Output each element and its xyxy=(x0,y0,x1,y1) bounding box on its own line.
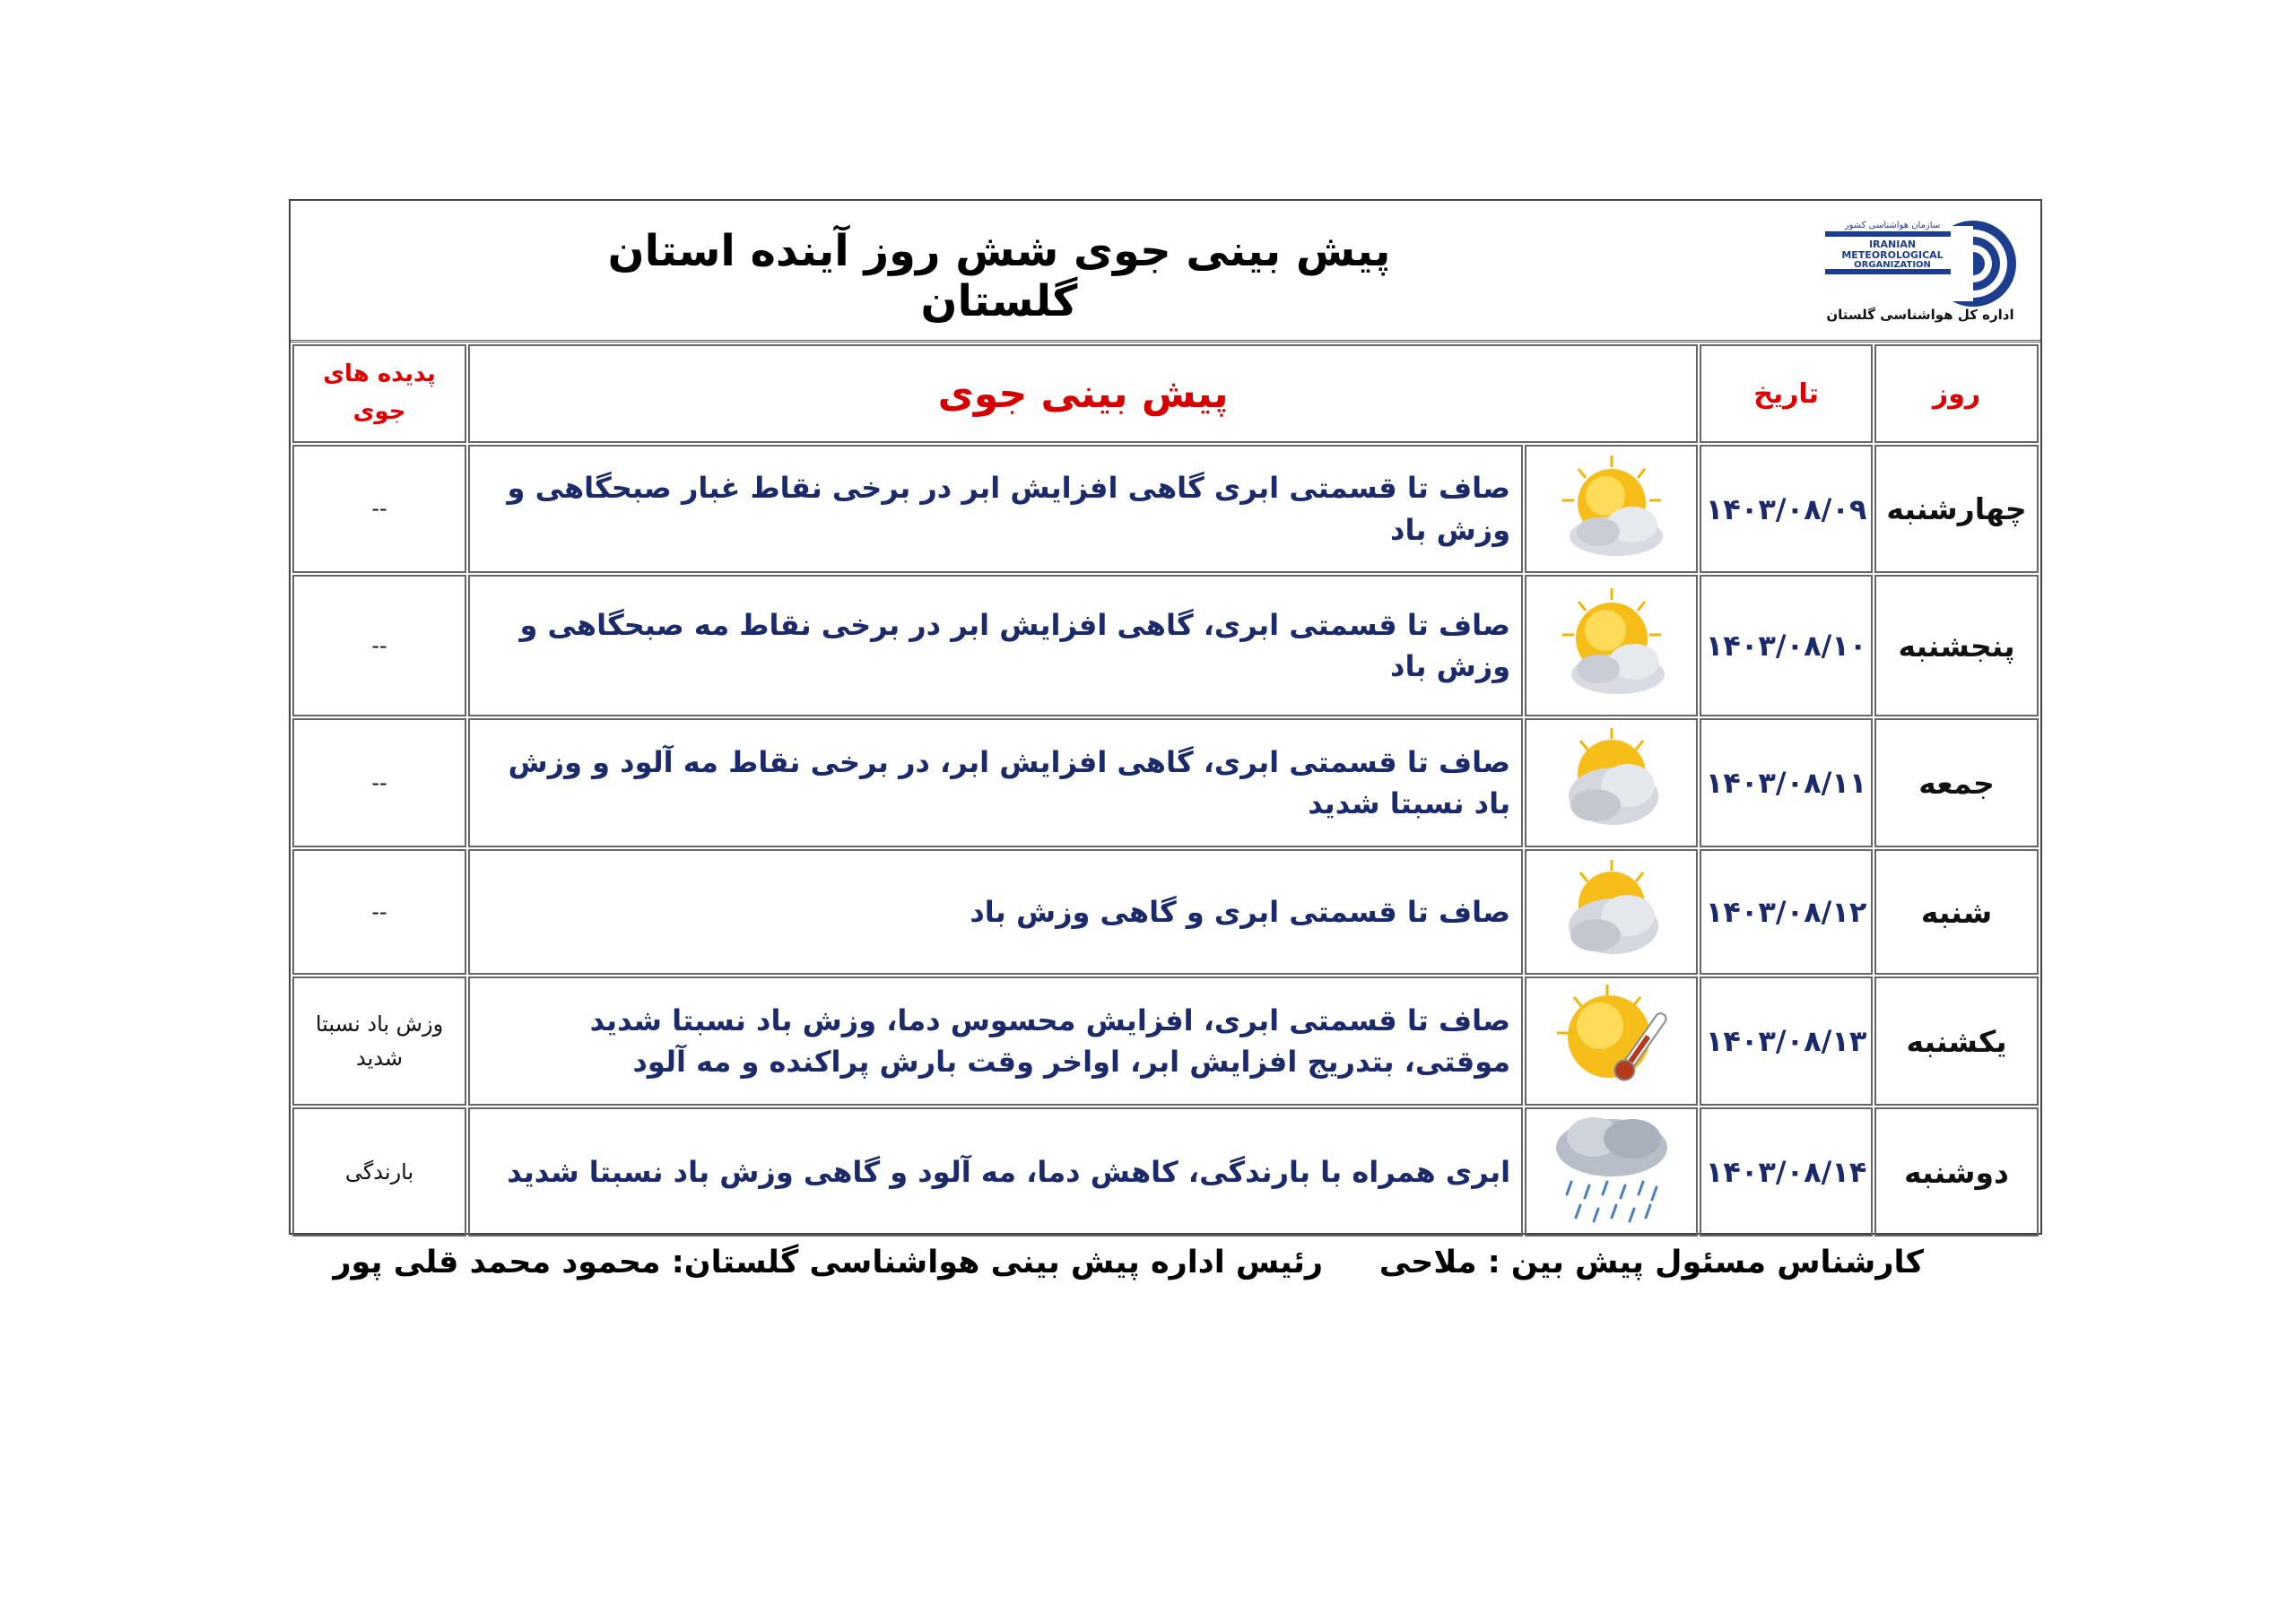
phenomena-cell: -- xyxy=(292,575,466,716)
cloudy-sun-icon xyxy=(1525,718,1698,847)
cloudy-sun-icon xyxy=(1525,849,1698,975)
table-row xyxy=(292,849,2039,975)
department-head-signature: رئیس اداره پیش بینی هواشناسی گلستان: محمود محمد قلی پور xyxy=(333,1245,1323,1280)
table-row xyxy=(292,1107,2039,1237)
day-cell: یکشنبه xyxy=(1874,976,2039,1106)
svg-text:IRANIAN: IRANIAN xyxy=(1868,239,1917,250)
date-cell: ۱۴۰۳/۰۸/۱۰ xyxy=(1700,575,1873,716)
forecast-table xyxy=(291,343,2040,1238)
table-header-row xyxy=(292,344,2039,443)
logo-caption: اداره کل هواشناسی گلستان xyxy=(1826,307,2014,323)
header-forecast: پیش بینی جوی xyxy=(468,344,1698,443)
forecast-text: صاف تا قسمتی ابری و گاهی وزش باد xyxy=(468,849,1523,975)
page-title: پیش بینی جوی شش روز آینده استان گلستان xyxy=(607,226,1391,326)
phenomena-cell: وزش باد نسبتا شدید xyxy=(292,976,466,1106)
header-phenomena: پدیده های جوی xyxy=(292,344,466,443)
day-cell: چهارشنبه xyxy=(1874,445,2039,573)
table-row xyxy=(292,718,2039,847)
phenomena-cell: -- xyxy=(292,445,466,573)
forecast-sheet xyxy=(289,199,2042,1235)
sun-thermometer-icon xyxy=(1525,976,1698,1106)
phenomena-cell: بارندگی xyxy=(292,1107,466,1237)
forecast-text: صاف تا قسمتی ابری گاهی افزایش ابر در برخی نقاط غبار صبحگاهی و وزش باد xyxy=(468,445,1523,573)
phenomena-cell: -- xyxy=(292,849,466,975)
date-cell: ۱۴۰۳/۰۸/۰۹ xyxy=(1700,445,1873,573)
forecaster-signature: کارشناس مسئول پیش بین : ملاحی xyxy=(1378,1245,1924,1280)
header-date: تاریخ xyxy=(1700,344,1873,443)
svg-text:سازمان هواشناسی کشور: سازمان هواشناسی کشور xyxy=(1844,221,1941,230)
partly-cloudy-icon xyxy=(1525,575,1698,716)
svg-text:ORGANIZATION: ORGANIZATION xyxy=(1854,260,1931,270)
date-cell: ۱۴۰۳/۰۸/۱۴ xyxy=(1700,1107,1873,1237)
date-cell: ۱۴۰۳/۰۸/۱۳ xyxy=(1700,976,1873,1106)
date-cell: ۱۴۰۳/۰۸/۱۲ xyxy=(1700,849,1873,975)
phenomena-cell: -- xyxy=(292,718,466,847)
header xyxy=(291,201,2040,343)
forecast-text: ابری همراه با بارندگی، کاهش دما، مه آلود و گاهی وزش باد نسبتا شدید xyxy=(468,1107,1523,1237)
date-cell: ۱۴۰۳/۰۸/۱۱ xyxy=(1700,718,1873,847)
forecast-text: صاف تا قسمتی ابری، افزایش محسوس دما، وزش باد نسبتا شدید موقتی، بتدریج افزایش ابر، اواخر وقت بارش پراکنده و مه آلود xyxy=(468,976,1523,1106)
day-cell: جمعه xyxy=(1874,718,2039,847)
forecast-text: صاف تا قسمتی ابری، گاهی افزایش ابر در برخی نقاط مه صبحگاهی و وزش باد xyxy=(468,575,1523,716)
day-cell: شنبه xyxy=(1874,849,2039,975)
table-row xyxy=(292,976,2039,1106)
forecast-text: صاف تا قسمتی ابری، گاهی افزایش ابر، در برخی نقاط مه آلود و وزش باد نسبتا شدید xyxy=(468,718,1523,847)
rain-cloud-icon xyxy=(1525,1107,1698,1237)
table-row xyxy=(292,445,2039,573)
partly-cloudy-icon xyxy=(1525,445,1698,573)
day-cell: دوشنبه xyxy=(1874,1107,2039,1237)
header-day: روز xyxy=(1874,344,2039,443)
svg-text:METEOROLOGICAL: METEOROLOGICAL xyxy=(1841,249,1944,261)
table-row xyxy=(292,575,2039,716)
day-cell: پنجشنبه xyxy=(1874,575,2039,716)
